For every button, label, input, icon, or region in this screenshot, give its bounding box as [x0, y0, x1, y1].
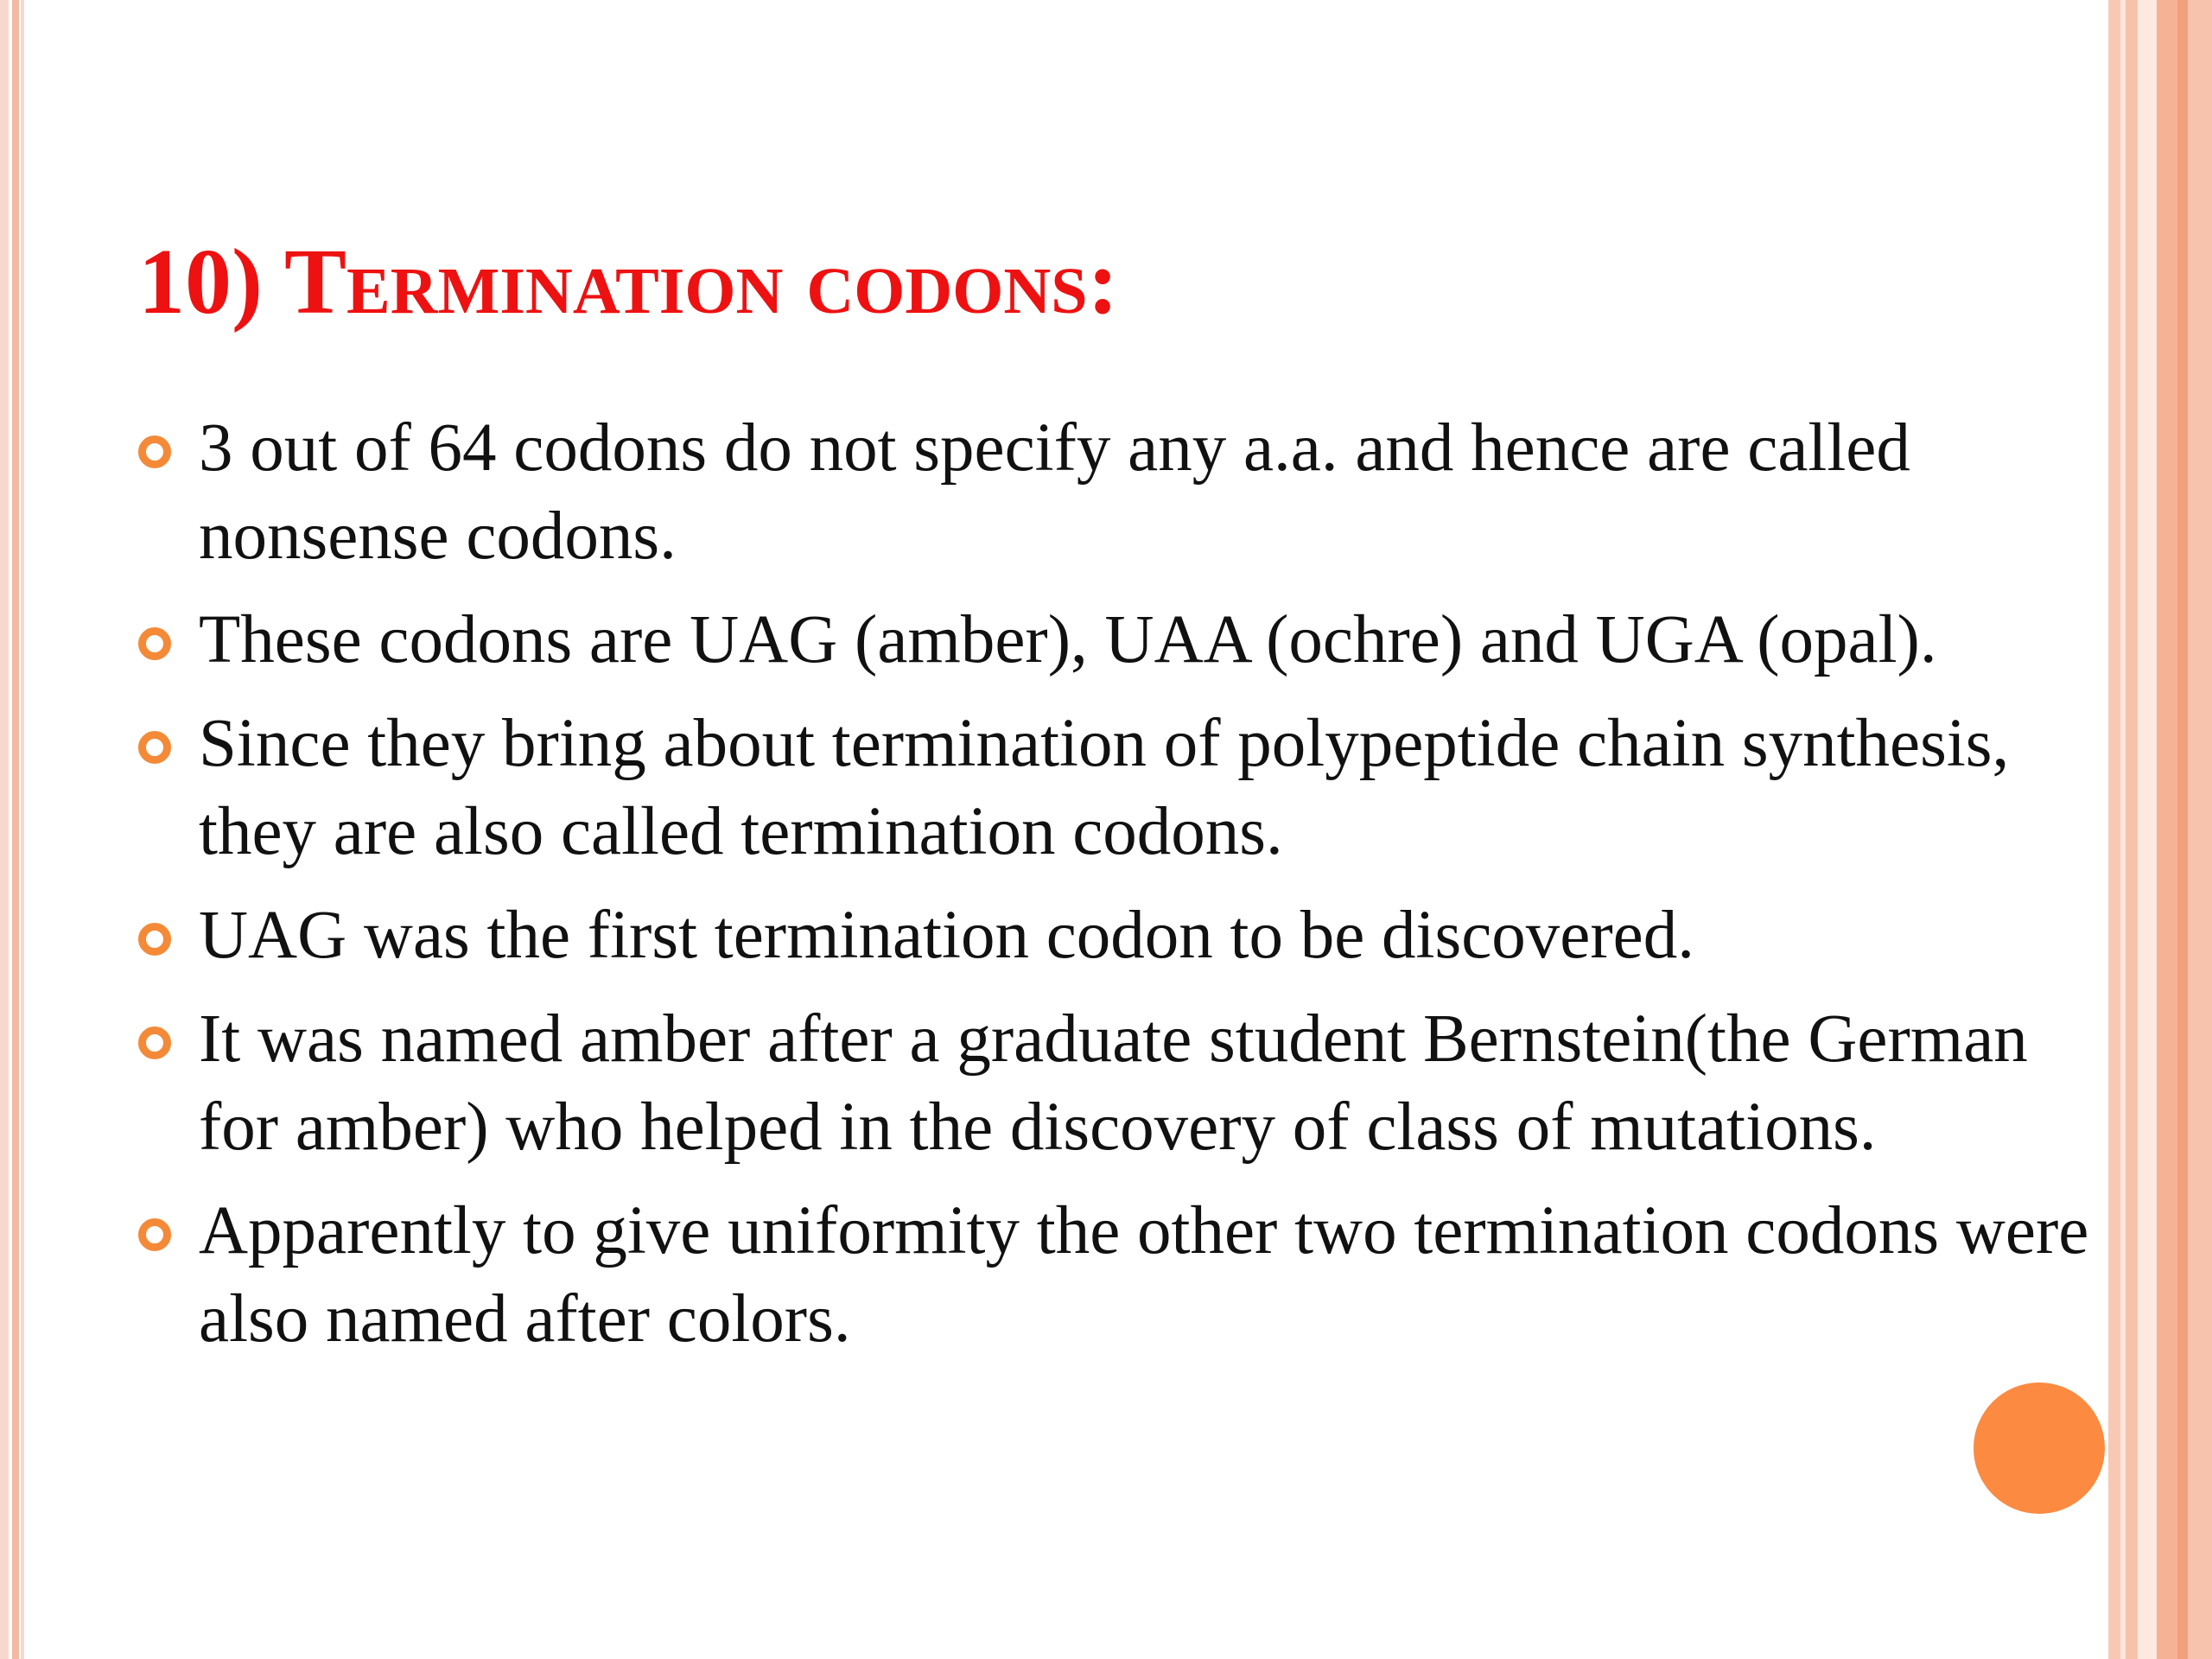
right-border-stripe — [2108, 0, 2120, 1659]
bullet-text: Since they bring about termination of polypeptide chain synthesis, they are also called termination codons. — [199, 706, 2010, 869]
right-border-stripe — [2157, 0, 2177, 1659]
bullet-item — [138, 596, 2091, 684]
hollow-circle-icon — [138, 435, 171, 468]
bullet-item — [138, 892, 2091, 980]
hollow-circle-icon — [138, 1027, 171, 1059]
left-border-stripe — [21, 0, 24, 1659]
left-border-stripe — [0, 0, 9, 1659]
bullet-item — [138, 700, 2091, 876]
bullet-item — [138, 404, 2091, 581]
slide-title: 10) Termination codons: — [138, 231, 1119, 334]
bullet-text: It was named amber after a graduate student Bernstein(the German for amber) who helped in the discovery of class of mutations. — [199, 1001, 2028, 1165]
right-border-stripe — [2138, 0, 2157, 1659]
right-border-stripe — [2126, 0, 2138, 1659]
hollow-circle-icon — [138, 1218, 171, 1251]
orange-circle-icon — [1974, 1382, 2105, 1514]
right-border-stripe — [2177, 0, 2188, 1659]
bullet-text: 3 out of 64 codons do not specify any a.a. and hence are called nonsense codons. — [199, 410, 1910, 574]
hollow-circle-icon — [138, 923, 171, 956]
right-border-stripe — [2188, 0, 2212, 1659]
bullet-item — [138, 1187, 2091, 1363]
bullet-text: Apparently to give uniformity the other two termination codons were also named after colors. — [199, 1193, 2089, 1357]
hollow-circle-icon — [138, 627, 171, 660]
bullet-text: These codons are UAG (amber), UAA (ochre) and UGA (opal). — [199, 602, 1937, 677]
bullet-text: UAG was the first termination codon to be discovered. — [199, 898, 1694, 973]
bullet-list — [138, 404, 2091, 1379]
hollow-circle-icon — [138, 731, 171, 764]
left-border-stripe — [12, 0, 19, 1659]
bullet-item — [138, 995, 2091, 1172]
